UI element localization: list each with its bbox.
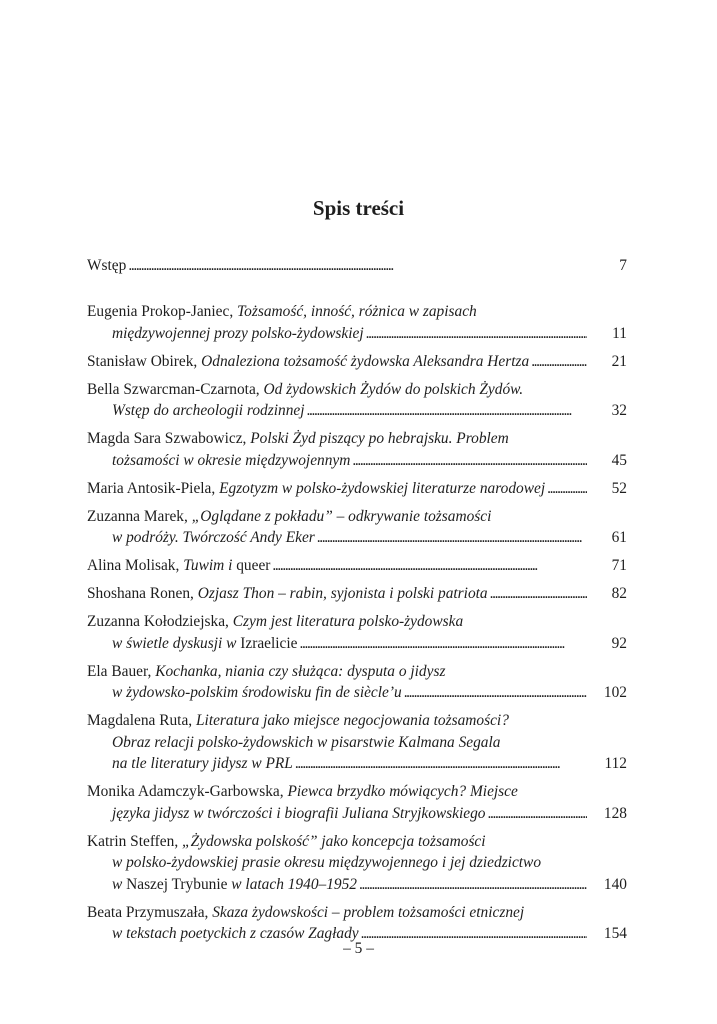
toc-entry-line [87,902,627,924]
toc-entry [87,379,627,422]
toc-entry [87,506,627,549]
toc-entry-text [87,611,463,633]
toc-entry [87,611,627,654]
toc-entry [87,555,627,577]
toc-entry [87,478,627,500]
toc-entry-text [112,874,357,896]
toc-title-segment: Odnaleziona tożsamość żydowska Aleksandra Hertza [201,352,530,370]
toc-page-number: 92 [611,634,627,652]
toc-entry-text [87,661,445,683]
toc-title-segment: w świetle dyskusji w [112,634,241,652]
toc-entry-line [87,781,627,803]
toc-title-segment: międzywojennej prozy polsko-żydowskiej [112,324,364,342]
toc-entry-text [112,732,500,754]
toc-entry-line [87,583,627,605]
toc-entry-text [87,301,477,323]
toc-entry-line [87,323,627,345]
toc-entry [87,255,627,277]
toc-entry-line [87,831,627,853]
toc-author-segment: Magda Sara Szwabowicz, [87,430,251,447]
toc-entry-line [87,803,627,825]
toc-entry [87,428,627,471]
toc-author-segment: Stanisław Obirek, [87,352,202,370]
toc-author-segment: Eugenia Prokop-Janiec, [87,303,238,320]
toc-entry-text [87,255,126,277]
toc-entry-line [87,478,627,500]
toc-page-number: 82 [611,585,627,602]
toc-title-segment: Polski Żyd piszący po hebrajsku. Problem [250,430,509,447]
toc-page-number: 61 [611,529,627,546]
toc-title-segment: w polsko-żydowskiej prasie okresu międzywojennego i jej dziedzictwo [112,854,542,871]
toc-entry-text [87,555,270,577]
toc-page-number: 112 [604,755,627,772]
toc-author-segment: Izraelicie [240,634,298,652]
toc-entry-text [87,710,509,732]
toc-author-segment: Katrin Steffen, [87,832,183,850]
toc-entry-text [112,527,315,549]
toc-entry-text [87,351,529,373]
toc-page-number: 7 [619,257,627,274]
toc-leader-dots [490,583,587,605]
toc-entry-text [112,753,293,775]
toc-entry [87,351,627,373]
toc-entry-line [87,753,627,775]
toc-entry-line [87,400,627,422]
toc-entry-line [87,506,627,528]
toc-author-segment: Zuzanna Kołodziejska, [87,613,233,630]
toc-title-segment: Czym jest literatura polsko-żydowska [232,613,464,630]
toc-title-segment: w tekstach poetyckich z czasów Zagłady [112,925,359,942]
toc-entry-line [87,874,627,896]
toc-entry-text [87,506,491,528]
toc-entry-line [87,255,627,277]
toc-leader-dots [487,803,587,825]
toc-title-segment: Tuwim i [183,557,237,574]
toc-leader-dots [366,323,587,345]
toc-entry-line [87,351,627,373]
toc-page-number: 45 [611,451,627,469]
toc-page-number: 140 [603,875,627,893]
toc-title-segment: w podróży. Twórczość Andy Eker [112,529,315,546]
toc-title-segment: Od żydowskich Żydów do polskich Żydów. [263,380,524,398]
toc-entry-line [87,682,627,704]
toc-title-segment: w [112,875,127,893]
toc-author-segment: Naszej Trybunie [126,875,228,893]
toc-entry [87,710,627,775]
toc-title-segment: Piewca brzydko mówiących? Miejsce [287,783,518,800]
toc-entry-text [87,428,509,450]
toc-author-segment: Zuzanna Marek, [87,507,192,525]
page-number: – 5 – [343,940,374,957]
toc-entry-line [87,732,627,754]
page-title: Spis treści [312,196,405,220]
toc-leader-dots [352,450,587,472]
toc-leader-dots [359,874,587,896]
toc-entry-text [87,478,545,500]
toc-entry [87,661,627,704]
toc-author-segment: Magdalena Ruta, [87,712,196,729]
toc-title-segment: Literatura jako miejsce negocjowania tożsamości? [195,712,509,729]
toc-leader-dots [317,527,587,549]
toc-entry-text [87,781,518,803]
toc-entry-line [87,428,627,450]
toc-title-segment: Kochanka, niania czy służąca: dysputa o jidysz [155,662,446,680]
toc-leader-dots [272,555,587,577]
toc-leader-dots [295,753,587,775]
toc-leader-dots [307,400,587,422]
toc-page-number: 128 [603,804,627,822]
toc-entry-text [112,852,541,874]
toc-entry-line [87,301,627,323]
toc-entry-text [87,902,524,924]
toc-page-number: 21 [611,352,627,370]
toc-entry-text [112,400,305,422]
toc-title-segment: tożsamości w okresie międzywojennym [112,451,351,469]
toc-title-segment: „Oglądane z pokładu” – odkrywanie tożsamości [191,507,492,525]
toc-entry-text [87,583,488,605]
toc-entry-text [112,803,485,825]
toc-title-segment: Skaza żydowskości – problem tożsamości etnicznej [212,903,525,921]
toc-entry-line [87,852,627,874]
toc-leader-dots [547,478,587,500]
toc-entry-text [87,831,486,853]
toc-entry-line [87,450,627,472]
toc-entry [87,831,627,896]
toc-entry-line [87,710,627,732]
toc-leader-dots [300,633,588,655]
toc-entry-text [112,450,350,472]
toc-page-number: 52 [611,479,627,497]
toc-entry-text [112,682,402,704]
toc-author-segment: Bella Szwarcman-Czarnota, [87,380,264,398]
toc-author-segment: Shoshana Ronen, [87,585,198,602]
toc-entry-text [112,323,364,345]
toc-page-number: 11 [612,324,627,342]
toc-leader-dots [531,351,587,373]
toc-title-segment: w latach 1940–1952 [227,875,357,893]
toc-entry [87,301,627,344]
toc-author-segment: Maria Antosik-Piela, [87,479,220,497]
toc-entry-text [87,379,523,401]
toc-page-number: 154 [603,925,627,942]
toc-title-segment: na tle literatury jidysz w PRL [112,755,293,772]
toc-entry-line [87,633,627,655]
toc-entry-line [87,661,627,683]
toc-title-segment: Tożsamość, inność, różnica w zapisach [237,303,477,320]
toc-entry-line [87,379,627,401]
toc-author-segment: Wstęp [87,257,127,274]
toc-leader-dots [404,682,587,704]
toc-author-segment: Ela Bauer, [87,662,156,680]
toc-author-segment: Alina Molisak, [87,557,184,574]
toc-page-number: 71 [611,557,627,574]
toc-title-segment: w żydowsko-polskim środowisku fin de siècle’u [112,684,402,701]
toc-entry [87,781,627,824]
toc-page-number: 32 [611,402,627,419]
toc-author-segment: Beata Przymuszała, [87,903,213,921]
toc-entry [87,902,627,945]
toc-title-segment: „Żydowska polskość” jako koncepcja tożsamości [182,832,486,850]
toc-entry-line [87,527,627,549]
toc-title-segment: Obraz relacji polsko-żydowskich w pisarstwie Kalmana Segala [112,733,501,751]
toc-leader-dots [128,255,587,277]
toc-title-segment: Wstęp do archeologii rodzinnej [112,402,305,419]
toc-entry [87,583,627,605]
toc-entry-line [87,611,627,633]
toc-page-number: 102 [603,684,627,701]
toc-title-segment: Egzotyzm w polsko-żydowskiej literaturze narodowej [219,479,546,497]
toc-title-segment: języka jidysz w twórczości i biografii Juliana Stryjkowskiego [112,804,486,822]
toc-entry-line [87,555,627,577]
table-of-contents [87,255,627,951]
toc-entry-text [112,633,298,655]
toc-author-segment: Monika Adamczyk-Garbowska, [87,783,288,800]
toc-author-segment: queer [236,557,271,574]
toc-title-segment: Ozjasz Thon – rabin, syjonista i polski patriota [197,585,488,602]
